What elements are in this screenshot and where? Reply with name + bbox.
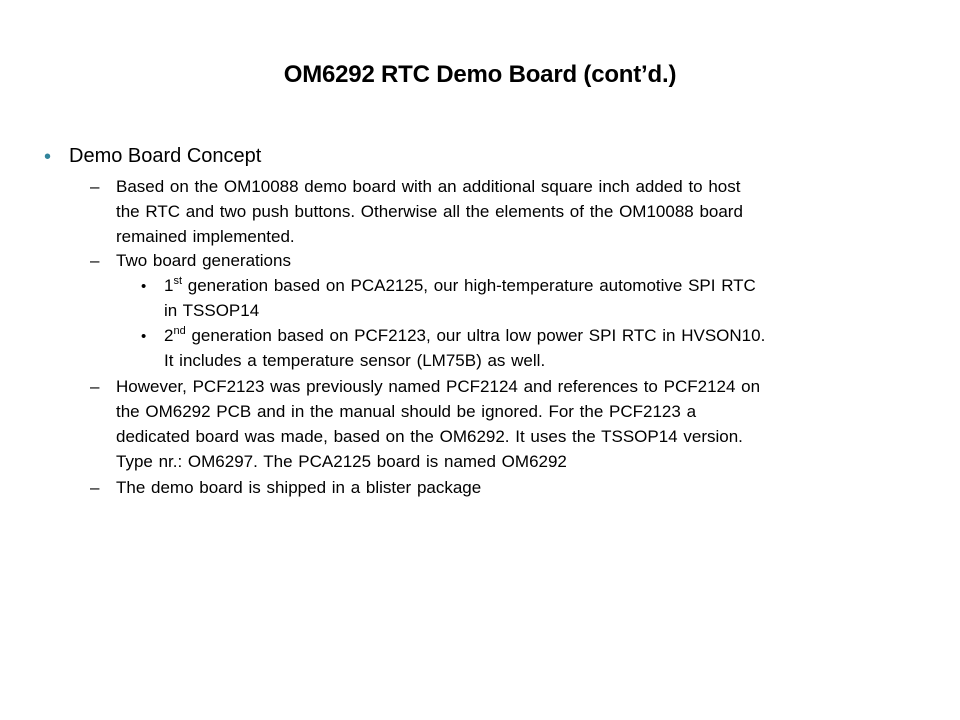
gen1-line-2: in TSSOP14 [164, 301, 260, 320]
dash-bullet-icon: – [90, 377, 100, 396]
however-line-1: However, PCF2123 was previously named PCF2124 and references to PCF2124 on [116, 377, 761, 396]
generations-heading: Two board generations [116, 251, 291, 270]
however-line-2: the OM6292 PCB and in the manual should be ignored. For the PCF2123 a [116, 402, 697, 421]
gen2-line-1 [164, 326, 765, 346]
level1-bullet-icon: • [44, 146, 52, 168]
gen2-line-2: It includes a temperature sensor (LM75B) as well. [164, 351, 546, 370]
gen1-line-1-rest: generation based on PCA2125, our high-temperature automotive SPI RTC [182, 276, 756, 295]
gen2-line-1-rest: generation based on PCF2123, our ultra low power SPI RTC in HVSON10. [185, 326, 766, 345]
based-on-line-2: the RTC and two push buttons. Otherwise all the elements of the OM10088 board [116, 202, 743, 221]
dash-bullet-icon: – [90, 478, 100, 497]
based-on-line-1: Based on the OM10088 demo board with an additional square inch added to host [116, 177, 741, 196]
gen2-ordinal-suffix: nd [173, 325, 186, 337]
however-line-3: dedicated board was made, based on the OM6292. It uses the TSSOP14 version. [116, 427, 743, 446]
level3-bullet-icon: • [141, 328, 147, 345]
slide-title: OM6292 RTC Demo Board (cont’d.) [283, 61, 677, 88]
gen1-line-1 [164, 276, 756, 296]
dash-bullet-icon: – [90, 177, 100, 196]
dash-bullet-icon: – [90, 251, 100, 270]
based-on-line-3: remained implemented. [116, 227, 295, 246]
gen1-number: 1 [164, 276, 174, 295]
shipping-text: The demo board is shipped in a blister package [116, 478, 482, 497]
level3-bullet-icon: • [141, 278, 147, 295]
gen1-ordinal-suffix: st [173, 275, 183, 287]
concept-heading: Demo Board Concept [69, 145, 262, 167]
however-line-4: Type nr.: OM6297. The PCA2125 board is named OM6292 [116, 452, 567, 471]
gen2-number: 2 [164, 326, 174, 345]
